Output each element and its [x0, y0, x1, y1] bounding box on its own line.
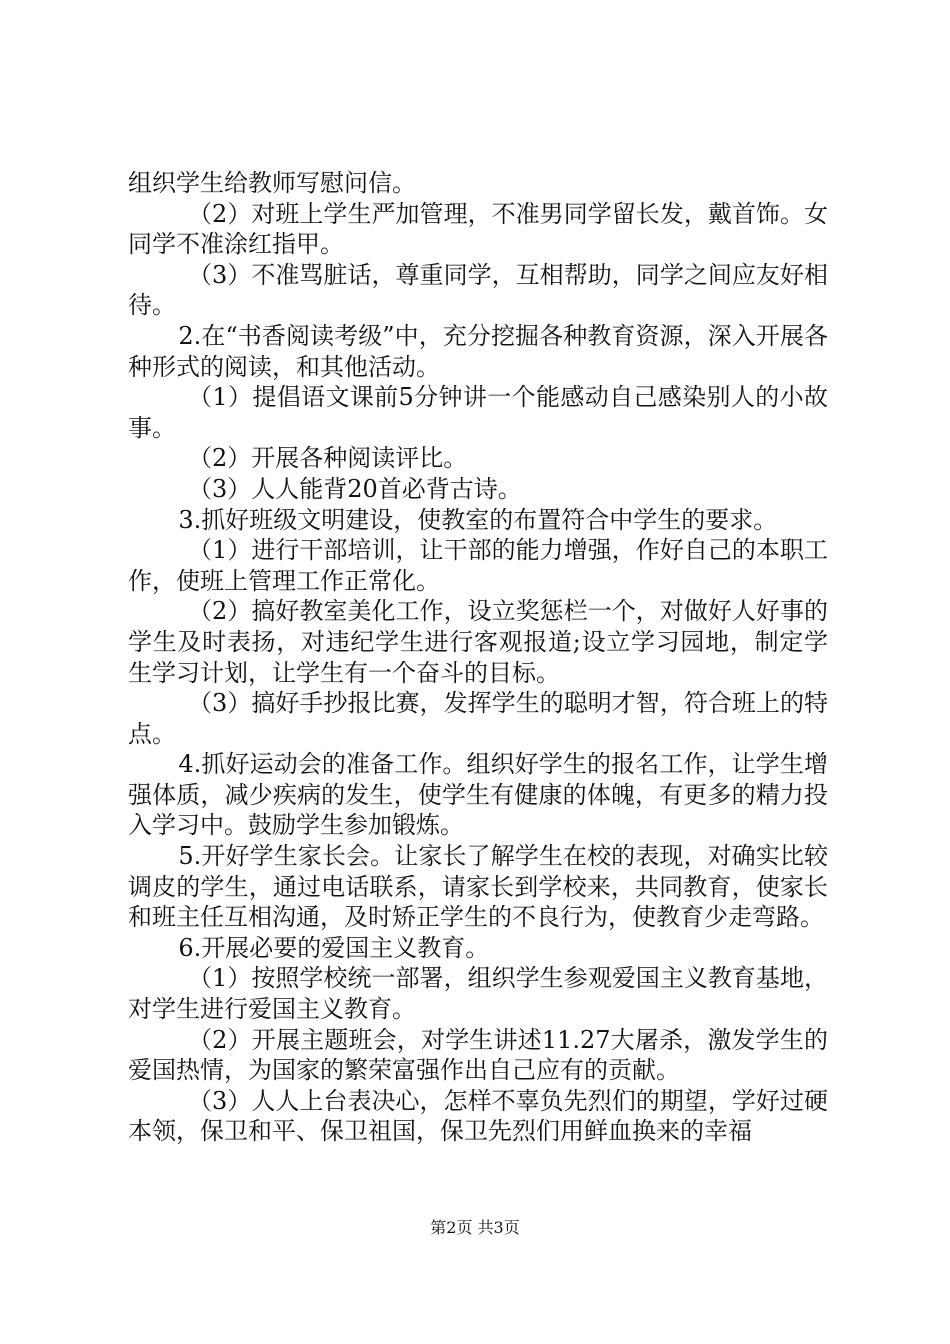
paragraph: （1）进行干部培训，让干部的能力增强，作好自己的本职工作，使班上管理工作正常化。	[128, 536, 828, 595]
paragraph: 组织学生给教师写慰问信。	[128, 169, 416, 197]
paragraph: （3）人人能背20首必背古诗。	[188, 474, 522, 503]
document-body	[128, 168, 828, 1147]
paragraph: 4.抓好运动会的准备工作。组织好学生的报名工作，让学生增强体质，减少疾病的发生，使学生有健康的体魄，有更多的精力投入学习中。鼓励学生参加锻炼。	[128, 750, 828, 840]
paragraph: （3）人人上台表决心，怎样不辜负先烈们的期望，学好过硬本领，保卫和平、保卫祖国，保卫先烈们用鲜血换来的幸福	[128, 1086, 828, 1146]
paragraph: （2）对班上学生严加管理，不准男同学留长发，戴首饰。女同学不准涂红指甲。	[128, 199, 828, 259]
paragraph: （2）搞好教室美化工作，设立奖惩栏一个，对做好人好事的学生及时表扬，对违纪学生进行客观报道;设立学习园地，制定学生学习计划，让学生有一个奋斗的目标。	[128, 597, 828, 687]
page-number-label: 第2页 共3页	[430, 1218, 520, 1237]
paragraph: （3）搞好手抄报比赛，发挥学生的聪明才智，符合班上的特点。	[128, 689, 828, 748]
paragraph: （2）开展主题班会，对学生讲述11.27大屠杀，激发学生的爱国热情，为国家的繁荣富强作出自己应有的贡献。	[128, 1025, 828, 1085]
paragraph: （1）提倡语文课前5分钟讲一个能感动自己感染别人的小故事。	[128, 383, 828, 442]
paragraph: （1）按照学校统一部署，组织学生参观爱国主义教育基地，对学生进行爱国主义教育。	[128, 964, 828, 1024]
paragraph: （3）不准骂脏话，尊重同学，互相帮助，同学之间应友好相待。	[128, 260, 828, 320]
page-footer	[0, 1215, 950, 1238]
paragraph: 3.抓好班级文明建设，使教室的布置符合中学生的要求。	[178, 505, 778, 534]
paragraph: 2.在“书香阅读考级”中，充分挖掘各种教育资源，深入开展各种形式的阅读，和其他活动。	[128, 321, 828, 381]
paragraph: 6.开展必要的爱国主义教育。	[178, 933, 490, 962]
paragraph: （2）开展各种阅读评比。	[188, 444, 468, 473]
paragraph: 5.开好学生家长会。让家长了解学生在校的表现，对确实比较调皮的学生，通过电话联系，请家长到学校来，共同教育，使家长和班主任互相沟通，及时矫正学生的不良行为，使教育少走弯路。	[128, 842, 828, 932]
